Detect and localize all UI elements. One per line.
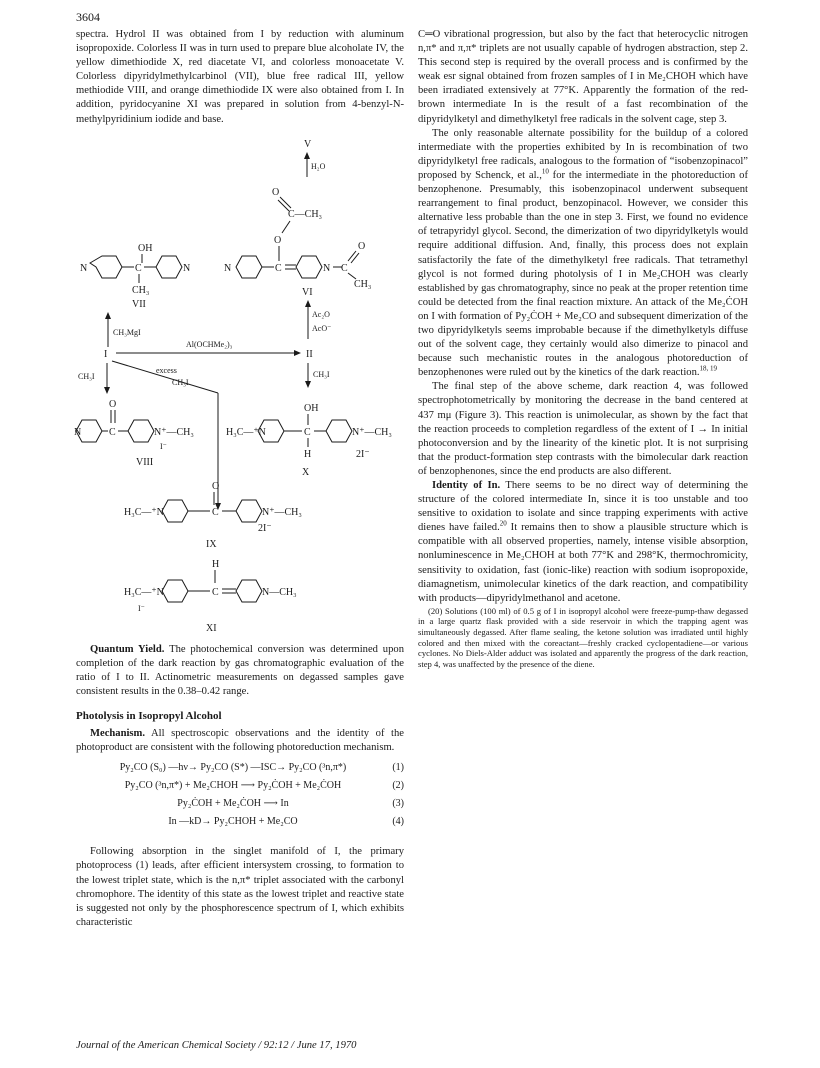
atom-h-XI: H xyxy=(212,558,220,570)
label-V: V xyxy=(304,138,312,150)
equation-number: (1) xyxy=(392,762,404,774)
paragraph-4-a: There seems to be no direct way of determining the structure of the colored intermediate In, since it is too unstable and too sensitive to oxidation to isolate and since trapping experiments with active dienes have failed. xyxy=(418,480,748,534)
left-column xyxy=(76,28,404,930)
atom-c-ch3-acetyl: C—CH₃ xyxy=(288,208,323,220)
equation xyxy=(76,797,404,815)
reference-18-19: 18, 19 xyxy=(699,364,718,373)
reagent-aco: AcO⁻ xyxy=(312,323,332,333)
quantum-yield-paragraph xyxy=(76,643,404,699)
atom-oh-VII: OH xyxy=(138,242,153,254)
atom-n-VIII-left: N xyxy=(74,426,82,438)
equation-number: (2) xyxy=(392,780,404,792)
paragraph-2-a: The only reasonable alternate possibility for the buildup of a colored intermediate with the properties exhibited by In is recombination of two dipyridylketyl free radicals, analogous to the formation of “isobenzopinacol” proposed by Schenck, et al., xyxy=(418,127,748,181)
section-title: Photolysis in Isopropyl Alcohol xyxy=(76,710,222,723)
atom-o-VIII: O xyxy=(109,398,117,410)
equation xyxy=(76,815,404,833)
reagent-ch3mgi: CH₃MgI xyxy=(113,327,141,337)
atom-h-X: H xyxy=(304,448,312,460)
atom-2i-minus-X: 2I⁻ xyxy=(356,448,370,460)
atom-ch3-VI: CH₃ xyxy=(354,278,372,290)
atom-o-acetyl: O xyxy=(272,186,280,198)
label-IX: IX xyxy=(206,538,217,550)
equations xyxy=(76,761,404,833)
equation-text: Py₂CO (S₀) —hν→ Py₂CO (S*) —ISC→ Py₂CO (³n,π*) xyxy=(119,762,347,774)
quantum-yield-head: Quantum Yield. xyxy=(90,643,165,655)
equation-text: In —kD→ Py₂CHOH + Me₂CO xyxy=(168,816,298,828)
atom-n-VII-left: N xyxy=(80,262,88,274)
atom-h3c-n-plus-X: H₃C—⁺N xyxy=(226,426,266,438)
footnote-20: (20) Solutions (100 ml) of 0.5 g of I in isopropyl alcohol were freeze-pump-thaw degassed in a large quartz flask provided with a side reservoir in which the trapping agent was simultaneously degassed. After flame sealing, the ketone solution was irradiated until highly colored and then mixed with the coreactant—freshly cracked cyclopentadiene—or various cyclones. No Diels-Alder adduct was isolated and apparently the progress of the dark reaction, step 4, was unaffected by the presence of the diene. xyxy=(418,605,748,669)
atom-n-ch3-XI: N—CH₃ xyxy=(262,586,297,598)
mechanism-paragraph xyxy=(76,727,404,755)
label-VIII: VIII xyxy=(136,456,154,468)
label-XI: XI xyxy=(206,622,217,634)
atom-h3c-n-plus-XI: H₃C—⁺N xyxy=(124,586,164,598)
atom-2i-minus-IX: 2I⁻ xyxy=(258,522,272,534)
label-X: X xyxy=(302,466,310,478)
label-I: I xyxy=(104,348,108,360)
label-VI: VI xyxy=(302,286,313,298)
reagent-alkoxide: Al(OCHMe₂)₃ xyxy=(186,339,233,349)
atom-c-VI-acyl: C xyxy=(341,262,348,274)
equation-text: Py₂CO (³n,π*) + Me₂CHOH ⟶ Py₂ĊOH + Me₂ĊOH xyxy=(124,780,342,792)
atom-c-VI: C xyxy=(275,262,282,274)
reagent-ac2o: Ac₂O xyxy=(312,309,330,319)
journal-footer: Journal of the American Chemical Society / 92:12 / June 17, 1970 xyxy=(76,1040,357,1051)
atom-n-plus-ch3-VIII: N⁺—CH₃ xyxy=(154,426,194,438)
atom-i-minus-VIII: I⁻ xyxy=(160,441,167,451)
equation-text: Py₂ĊOH + Me₂ĊOH ⟶ In xyxy=(177,798,289,810)
following-paragraph: Following absorption in the singlet manifold of I, the primary photoprocess (1) leads, after efficient intersystem crossing, to formation to the lowest triplet state, which is the n,π* triplet associated with the carbonyl chromophore. The identity of this state as the lowest triplet and reactive state is suggested not only by the phosphorescence spectrum of I, which exhibits characteristic xyxy=(76,846,404,928)
reagent-excess: excess xyxy=(156,365,177,375)
quantum-yield-text: The photochemical conversion was determined upon completion of the dark reaction by gas chromatographic evaluation of the ratio of I to II. Actinometric measurements on degassed samples gave consistent results in the 0.38–0.42 range. xyxy=(76,643,404,697)
reagent-ch3i-right: CH₃I xyxy=(313,369,330,379)
atom-n-plus-ch3-IX: N⁺—CH₃ xyxy=(262,506,302,518)
atom-n-VI-left: N xyxy=(224,262,232,274)
atom-c-X: C xyxy=(304,426,311,438)
reference-20: 20 xyxy=(499,519,507,528)
atom-c-VII: C xyxy=(135,262,142,274)
atom-c-IX: C xyxy=(212,506,219,518)
atom-o-VI: O xyxy=(358,240,366,252)
atom-o-ester: O xyxy=(274,234,282,246)
atom-n-plus-ch3-X: N⁺—CH₃ xyxy=(352,426,392,438)
reagent-ch3i-left: CH₃I xyxy=(78,371,95,381)
label-II: II xyxy=(306,348,313,360)
paragraph-4-b: It remains then to show a plausible structure which is compatible with all observed properties, namely, intense visible absorption, nonluminescence in Me₂CHOH at both 77°K and 298°K, thermochromicity, sensitivity to oxidation, fast (ionic-like) reaction with sodium isopropoxide, diamagnetism, unimolecular kinetics of the dark reaction, and compatibility with products—dipyridylmethanol and acetone. xyxy=(418,522,748,604)
identity-head: Identity of In. xyxy=(432,480,501,491)
atom-i-minus-XI: I⁻ xyxy=(138,603,145,613)
reagent-h2o: H₂O xyxy=(311,161,326,171)
equation xyxy=(76,779,404,797)
atom-h3c-n-plus-IX: H₃C—⁺N xyxy=(124,506,164,518)
atom-o-IX: O xyxy=(212,480,220,492)
mechanism-text: All spectroscopic observations and the identity of the photoproduct are consistent with the following photoreduction mechanism. xyxy=(76,728,404,754)
mechanism-head: Mechanism. xyxy=(90,728,146,740)
paragraph-4 xyxy=(418,479,748,606)
reference-10: 10 xyxy=(541,167,549,176)
atom-c-VIII: C xyxy=(109,426,116,438)
right-column xyxy=(418,28,748,669)
equation-number: (4) xyxy=(392,816,404,828)
scheme-svg xyxy=(76,135,404,639)
atom-n-VI-right: N xyxy=(323,262,331,274)
atom-ch3-VII: CH₃ xyxy=(132,284,150,296)
equation xyxy=(76,761,404,779)
atom-c-XI: C xyxy=(212,586,219,598)
paragraph-2-b: for the intermediate in the photoreduction of benzophenone. Presumably, this isobenzopinacol underwent subsequent rearrangement to final product, benzopinacol. However, we consider this alternative less probable than the one in step 3. First, we found no evidence of tetrapyridyl glycol. Second, the dimerization of two dipyridylketyls would require additional diffusion. And, finally, this process does not explain satisfactorily the fate of the dimethylketyl free radicals. That tetramethyl glycol is not formed during photolysis of I in Me₂CHOH was clearly established by gas chromatography, since no peak at the proper retention time could be detected from the final reaction mixture. An attack of the Me₂ĊOH on I with formation of Py₂ĊOH + Me₂CO and subsequent dimerization of the two dipyridylketyls seems improbable because if the dimethylketyls diffuse out of the solvent cage, they certainly would also dimerize to pinacol and because such mechanistic routes in the analogous photoreduction of benzophenones were ruled out by the kinetics of the dark reaction. xyxy=(418,169,749,379)
atom-n-VII-right: N xyxy=(183,262,191,274)
intro-paragraph: spectra. Hydrol II was obtained from I by reduction with aluminum isopropoxide. Colorless II was in turn used to prepare blue alcoholate IV, the yellow dimethiodide X, red diacetate VI, and colorless monoacetate V. Colorless dipyridylmethylcarbinol (VII), blue free radical III, yellow methiodide VIII, and orange dimethiodide IX were also obtained from I. In addition, pyridocyanine XI was prepared in solution from 4-benzyl-N-methylpyridinium iodide and base. xyxy=(76,29,404,125)
reaction-scheme xyxy=(76,135,404,639)
page-number: 3604 xyxy=(76,10,100,24)
atom-oh-X: OH xyxy=(304,402,319,414)
paragraph-3: The final step of the above scheme, dark reaction 4, was followed spectrophotometrically by monitoring the decrease in the band centered at 437 mμ (Figure 3). This reaction is unimolecular, as shown by the fact that the reaction proceeds to completion regardless of the extent of I → In initial photoconversion and by the linearity of the kinetic plot. It is not surprising that the product-formation step contrasts with the bimolecular dark reaction of benzophenones, since the end products are also different. xyxy=(418,381,748,477)
label-VII: VII xyxy=(132,298,146,310)
reagent-ch3i-excess: CH₃I xyxy=(172,377,189,387)
equation-number: (3) xyxy=(392,798,404,810)
paragraph-1: C═O vibrational progression, but also by the fact that heterocyclic nitrogen n,π* and π,π* triplets are not usually capable of hydrogen abstraction, step 2. This second step is required by the overall process and is confirmed by the weak esr signal obtained from frozen samples of I in Me₂CHOH which have been irradiated extensively at 77°K. Apparently the formation of the red-brown intermediate In is the result of a fast recombination of the dipyridylketyl and dimethylketyl free radicals in the solvent cage, step 3. xyxy=(418,29,748,125)
paragraph-2 xyxy=(418,127,748,381)
